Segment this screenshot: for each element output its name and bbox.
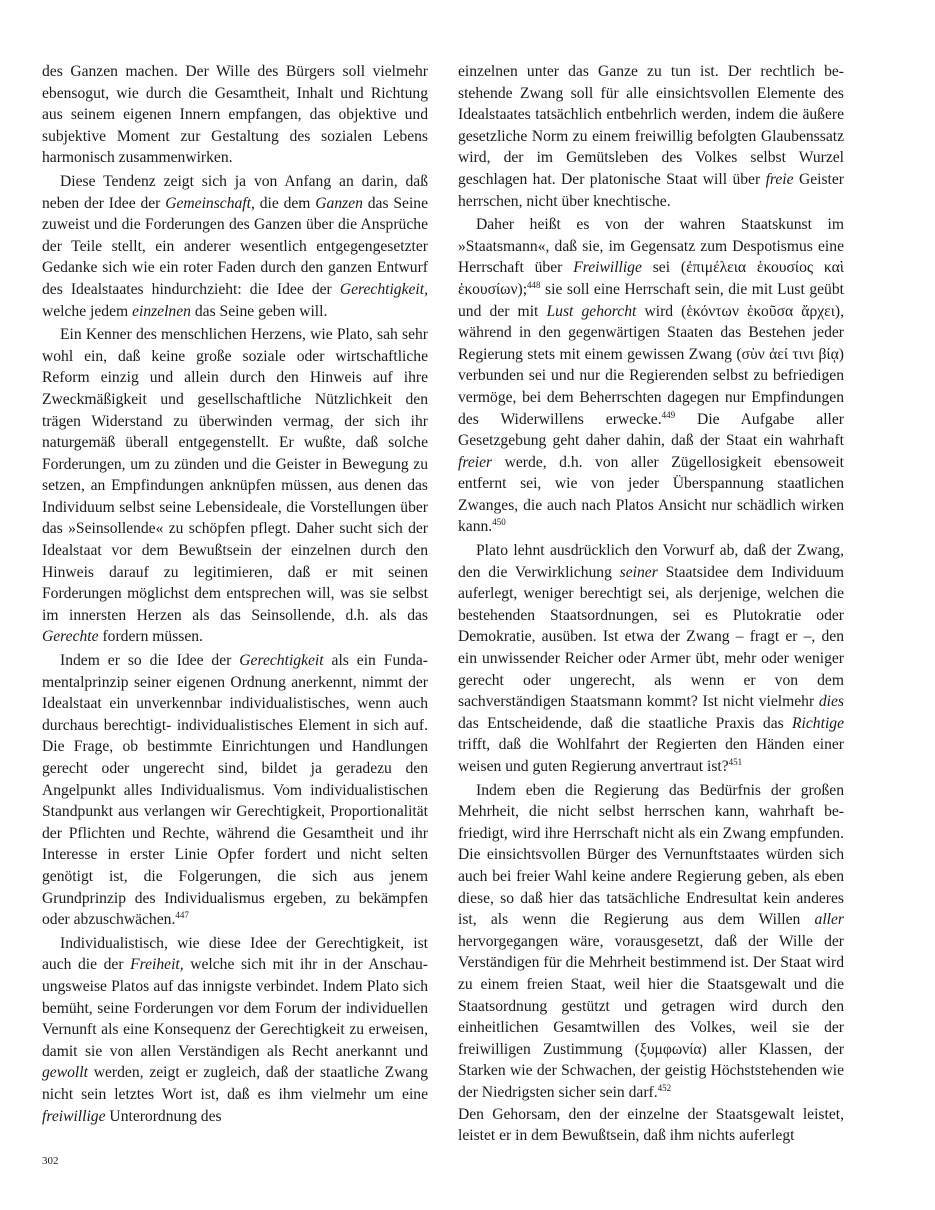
text-segment: das Seine geben will. xyxy=(190,302,328,320)
emphasis-text: Gerechtigkeit xyxy=(239,652,324,670)
text-segment: Indem eben die Regierung das Bedürfnis der großen Mehrheit, die nicht selbst herrschen kann, wahrhaft befriedigt, wird ihre Herrschaft nicht als ein Zwang empfunden. Die einsichtsvollen Bürger des Vernunftstaates würden sich auch bei freier Wahl keine andere Regierung geben, als eben diese, so daß hier das tatsächliche Endresultat kein anderes ist, als wenn die Regierung aus dem Willen xyxy=(458,781,844,929)
text-segment: Indem er so die Idee der xyxy=(60,652,240,670)
text-segment: die dem xyxy=(254,194,316,212)
text-segment: Den Gehorsam, den der einzelne der Staatsgewalt leistet, leistet er in dem Bewußtsein, daß ihm nichts auferlegt xyxy=(458,1105,844,1145)
footnote-marker: 450 xyxy=(492,517,506,528)
text-segment: Unterordnung des xyxy=(105,1107,222,1125)
emphasis-text: aller xyxy=(814,911,844,929)
text-segment: trifft, daß die Wohlfahrt der Regierten den Händen einer weisen und guten Regierung anvertraut ist? xyxy=(458,736,844,775)
text-segment: Diese Tendenz zeigt sich ja von Anfang an darin, daß neben der Idee der xyxy=(42,172,428,212)
paragraph xyxy=(458,540,844,778)
right-column xyxy=(458,61,844,1147)
emphasis-text: gewollt xyxy=(42,1064,88,1082)
footnote-marker: 452 xyxy=(657,1082,672,1093)
emphasis-text: Gerechtigkeit, xyxy=(339,280,428,298)
text-segment: Ein Kenner des menschlichen Herzens, wie Plato, sah sehr wohl ein, daß keine große soziale oder wirtschaftliche Reform einzig und allein durch den Hinweis auf ihre Zweckmäßigkeit und gesellschaftliche Nützlichkeit den trägen Widerstand zu überwinden vermag, der sich ihr naturgemäß überall entgegenstellt. Er wußte, daß solche Forderungen, um zu zünden und die Geister in Bewegung zu setzen, an Empfindungen anknüpfen müssen, aus denen das Individuum selbst seine Lebensideale, die Vorstellungen über das »Seinsollende« zu schöpfen pflegt. Daher sucht sich der Idealstaat vor dem Bewußtsein der einzelnen durch den Hinweis darauf zu legitimieren, daß er mit seinen Forderungen möglichst dem entsprechen will, was sie selbst im innersten Herzen als das Seinsollende, d.h. als das xyxy=(42,326,428,624)
text-segment: fordern müssen. xyxy=(98,628,203,646)
paragraph xyxy=(42,171,428,322)
paragraph xyxy=(458,61,844,212)
emphasis-text: freiwillige xyxy=(42,1107,106,1125)
text-segment: werden, zeigt er zugleich, daß der staatliche Zwang nicht sein letztes Wort ist, daß es ihm vielmehr um eine xyxy=(42,1064,428,1103)
paragraph xyxy=(42,933,428,1127)
text-segment: Plato lehnt ausdrücklich den Vorwurf ab, daß der Zwang, den die Verwirklichung xyxy=(458,542,844,581)
footnote-marker: 448 xyxy=(527,279,541,290)
text-segment: sie soll eine Herrschaft sein, die mit Lust geübt und der mit xyxy=(458,280,844,320)
emphasis-text: Richtige xyxy=(792,714,844,732)
left-column xyxy=(42,61,428,1127)
text-segment: des Ganzen machen. Der Wille des Bürgers soll vielmehr ebensogut, wie durch die Gesamtheit, Inhalt und Richtung aus seinem eigenen Innern empfangen, das objektive und subjektive Moment zur Gestaltung des sozialen Lebens harmonisch zusammenwirken. xyxy=(42,63,428,167)
emphasis-text: Freiheit, xyxy=(130,956,184,974)
text-segment: einzelnen unter das Ganze zu tun ist. Der rechtlich bestehende Zwang soll für alle einsichtsvollen Elemente des Idealstaates tatsächlich entbehrlich werden, indem die äußere gesetzliche Norm zu einem freiwillig befolgten Glaubenssatz wird, der im Gemütsleben des Volkes selbst Wurzel geschlagen hat. Der platonische Staat will über xyxy=(458,63,844,188)
paragraph xyxy=(42,650,428,931)
emphasis-text: Lust gehorcht xyxy=(546,302,637,320)
text-segment: sei (ἐπιμέλεια ἑκουσίος καὶ ἑκουσίων); xyxy=(458,259,844,298)
text-segment: Staatsidee dem Individuum auferlegt, weniger berechtigt sei, als derjenige, welchen die bestehenden Staatsordnungen, sei es Plutokratie oder Demokratie, ausüben. Ist etwa der Zwang – fragt er –, den ein unwissender Reicher oder Armer übt, mehr oder weniger gerecht oder ungerecht, als wenn er von dem sachverständigen Staatsmann kommt? Ist nicht vielmehr xyxy=(458,563,844,711)
emphasis-text: einzelnen xyxy=(132,302,191,320)
footnote-marker: 451 xyxy=(728,757,743,767)
text-segment: werde, d.h. von aller Zügellosigkeit ebensoweit entfernt sei, wie von jeder Überspannung staatlichen Zwanges, die auch nach Platos Ansicht nur schädlich wirken kann. xyxy=(458,453,844,536)
text-segment: welche jedem xyxy=(42,302,133,320)
text-segment: als ein Fundamentalprinzip seiner eigenen Ordnung anerkennt, nimmt der Idealstaat ein unverkennbar individualistisches, wenn auch durchaus berechtigt- individualistisches Element in sich auf. Die Frage, ob bestimmte Einrichtungen und Handlungen gerecht oder ungerecht sind, bildet ja geradezu den Angelpunkt alles Individualismus. Vom individualistischen Standpunkt aus verlangen wir Gerechtigkeit, Proportionalität der Pflichten und Rechte, während die Gesamtheit und ihr Interesse in erster Linie Opfer fordert und nicht selten genötigt ist, die Folgerungen, die sich aus jenem Grundprinzip des Individualismus ergeben, zu bekämpfen oder abzuschwächen. xyxy=(42,652,428,929)
paragraph xyxy=(458,1104,844,1147)
footnote-marker: 447 xyxy=(175,910,189,921)
text-segment: das Entscheidende, daß die staatliche Praxis das xyxy=(458,714,793,732)
text-segment: hervorgegangen wäre, vorausgesetzt, daß der Wille der Verständigen für die Mehrheit bestimmend ist. Der Staat wird zu einem freien Staat, weil hier die Staatsgewalt und die Staatsordnung gestützt und getragen wird durch den einheitlichen Gesamtwillen des Volkes, weil sie der freiwilligen Zustimmung (ξυμφωνία) aller Klassen, der Starken wie der Schwachen, der geistig Höchststehenden wie der Niedrigsten sicher sein darf. xyxy=(458,932,844,1101)
footnote-marker: 449 xyxy=(661,409,676,420)
text-segment: welche sich mit ihr in der Anschauungsweise Platos auf das innigste verbindet. Indem Plato sich bemüht, seine Forderungen vor dem Forum der individuellen Vernunft als eine Konsequenz der Gerechtigkeit zu erweisen, damit sie von allen Verständigen als Recht anerkannt und xyxy=(42,956,428,1060)
text-segment: das Seine zuweist und die Forderungen des Ganzen über die Ansprüche der Teile stellt, ein anderer wesentlich entgegengesetzter Gedanke sich wie ein roter Faden durch den ganzen Entwurf des Idealstaates hindurchzieht: die Idee der xyxy=(42,194,429,298)
emphasis-text: freie xyxy=(765,170,794,188)
paragraph xyxy=(458,214,844,538)
paragraph xyxy=(458,780,844,1104)
paragraph xyxy=(42,324,428,648)
emphasis-text: Ganzen xyxy=(315,194,363,212)
page-number: 302 xyxy=(42,1155,59,1167)
text-segment: Die Aufgabe aller Gesetzgebung geht daher dahin, daß der Staat ein wahrhaft xyxy=(458,410,844,450)
emphasis-text: dies xyxy=(818,693,844,711)
emphasis-text: Freiwillige xyxy=(573,259,642,277)
paragraph xyxy=(42,61,428,169)
emphasis-text: Gemeinschaft, xyxy=(165,194,255,212)
text-segment: Geister herrschen, nicht über knechtische. xyxy=(458,170,844,210)
emphasis-text: Gerechte xyxy=(42,628,99,646)
text-segment: Daher heißt es von der wahren Staatskunst im »Staatsmann«, daß sie, im Gegensatz zum Despotismus eine Herrschaft über xyxy=(458,216,844,277)
text-segment: Individualistisch, wie diese Idee der Gerechtigkeit, ist auch die der xyxy=(42,934,428,974)
emphasis-text: freier xyxy=(458,453,493,471)
emphasis-text: seiner xyxy=(619,563,658,581)
text-segment: wird (ἑκόντων ἑκοῦσα ἄρχει), während in den gegenwärtigen Staaten das Bestehen jeder Regierung stets mit einem gewissen Zwang (σὺν ἀεί τινι βίᾳ) verbunden sei und nur die Regierenden selbst zu befriedigen vermöge, bei dem Beherrschten dagegen nur Empfindungen des Widerwillens erwecke. xyxy=(458,302,844,428)
